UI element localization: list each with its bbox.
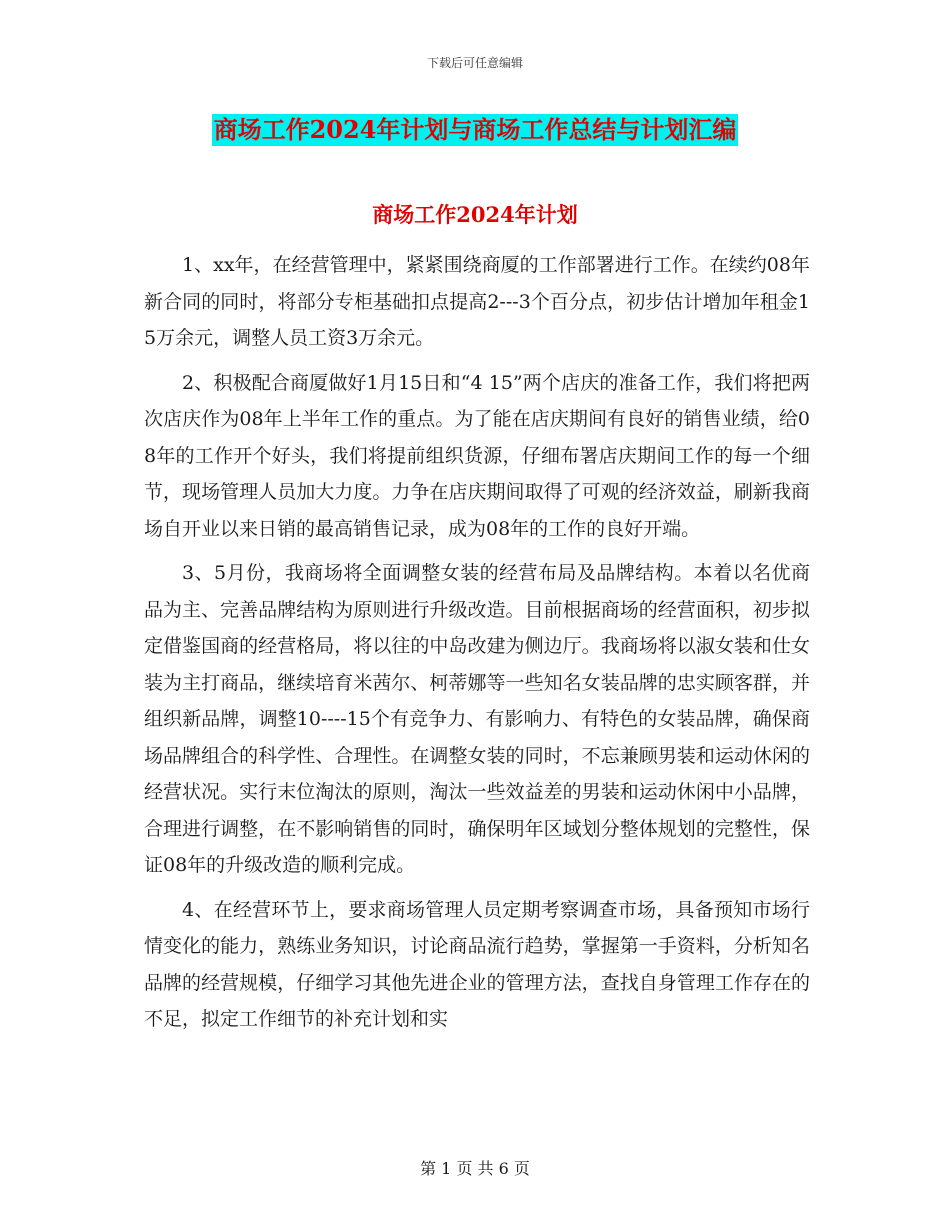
document-title-container [0,114,950,146]
document-body [144,247,810,1046]
paragraph-1: 1、xx年，在经营管理中，紧紧围绕商厦的工作部署进行工作。在续约08年新合同的同时，将部分专柜基础扣点提高2---3个百分点，初步估计增加年租金15万余元，调整人员工资3万余元。 [144,254,810,349]
paragraph-3: 3、5月份，我商场将全面调整女装的经营布局及品牌结构。本着以名优商品为主、完善品牌结构为原则进行升级改造。目前根据商场的经营面积，初步拟定借鉴国商的经营格局，将以往的中岛改建为侧边厅。我商场将以淑女装和仕女装为主打商品，继续培育米茜尔、柯蒂娜等一些知名女装品牌的忠实顾客群，并组织新品牌，调整10----15个有竞争力、有影响力、有特色的女装品牌，确保商场品牌组合的科学性、合理性。在调整女装的同时，不忘兼顾男装和运动休闲的经营状况。实行末位淘汰的原则，淘汰一些效益差的男装和运动休闲中小品牌，合理进行调整，在不影响销售的同时，确保明年区域划分整体规划的完整性，保证08年的升级改造的顺利完成。 [144,562,810,876]
page-number-footer: 第 1 页 共 6 页 [420,1159,530,1178]
page-header-note: 下载后可任意编辑 [426,56,523,70]
section-title: 商场工作2024年计划 [372,202,578,227]
paragraph-4: 4、在经营环节上，要求商场管理人员定期考察调查市场，具备预知市场行情变化的能力，熟练业务知识，讨论商品流行趋势，掌握第一手资料，分析知名品牌的经营规模，仔细学习其他先进企业的管理方法，查找自身管理工作存在的不足，拟定工作细节的补充计划和实 [144,898,810,1030]
paragraph-2: 2、积极配合商厦做好1月15日和“4 15”两个店庆的准备工作，我们将把两次店庆作为08年上半年工作的重点。为了能在店庆期间有良好的销售业绩，给08年的工作开个好头，我们将提前组织货源，仔细布署店庆期间工作的每一个细节，现场管理人员加大力度。力争在店庆期间取得了可观的经济效益，刷新我商场自开业以来日销的最高销售记录，成为08年的工作的良好开端。 [144,371,810,540]
document-title: 商场工作2024年计划与商场工作总结与计划汇编 [213,115,737,144]
